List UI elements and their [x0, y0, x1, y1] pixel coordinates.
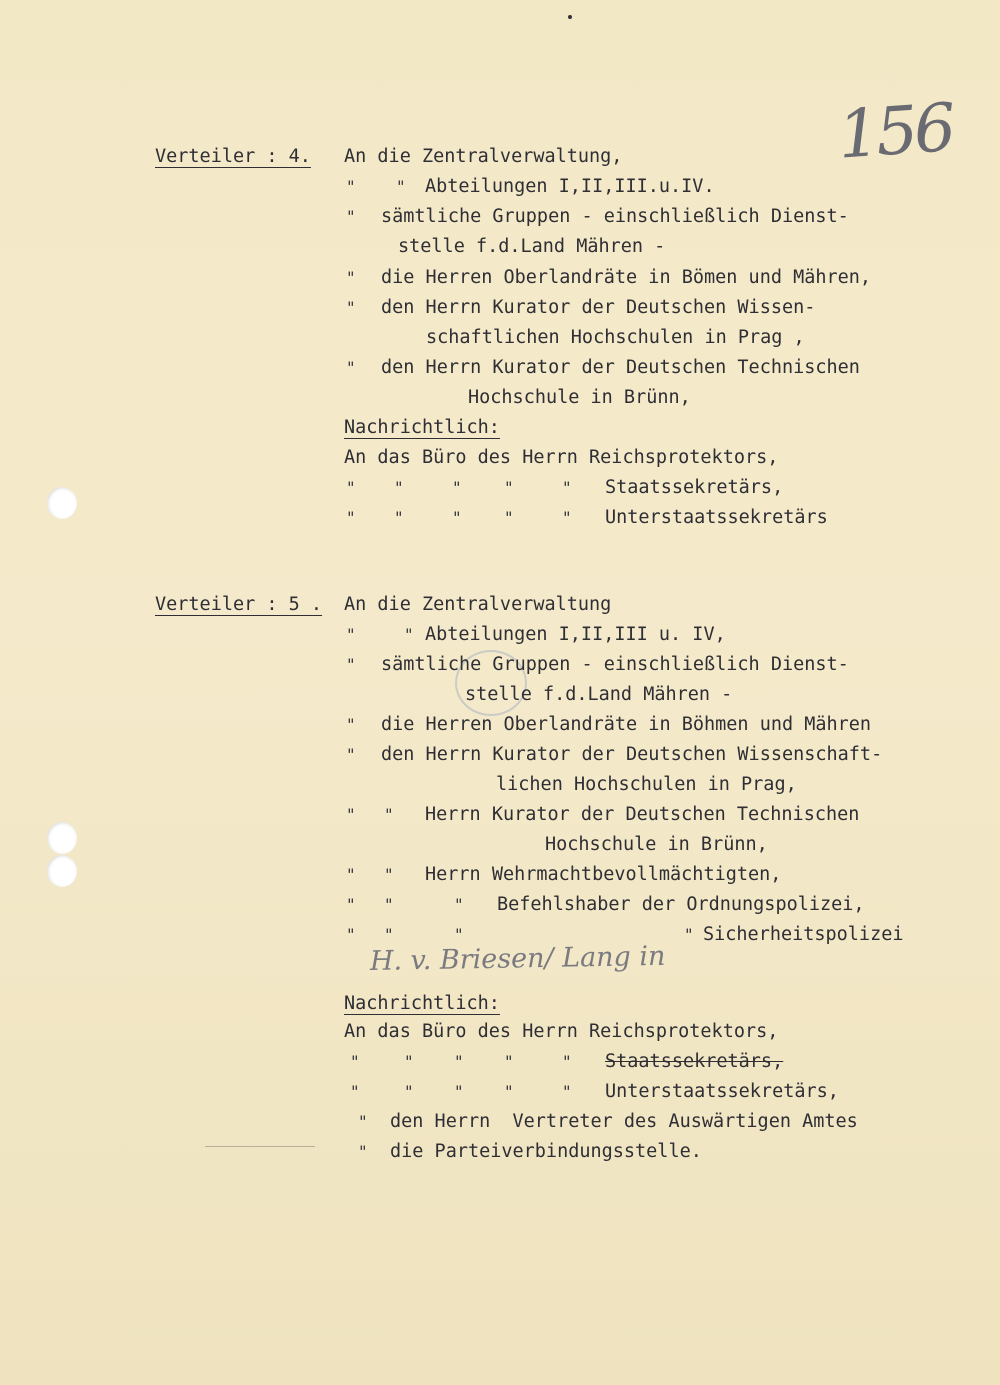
ditto-mark: " [454, 1082, 464, 1101]
distribution-line: lichen Hochschulen in Prag, [496, 774, 797, 795]
distribution-line: An die Zentralverwaltung [344, 594, 612, 615]
ditto-mark: " [346, 745, 356, 764]
punch-hole [47, 855, 77, 887]
ditto-mark: " [346, 177, 356, 196]
ditto-mark: " [346, 358, 356, 377]
distribution-line: An die Zentralverwaltung, [344, 146, 623, 167]
ditto-mark: " [452, 508, 462, 527]
ditto-mark: " [562, 1082, 572, 1101]
ditto-mark: " [504, 478, 514, 497]
nachrichtlich-label: Nachrichtlich: [344, 417, 500, 438]
ditto-mark: " [350, 1052, 360, 1071]
distribution-line: den Herrn Kurator der Deutschen Wissen- [381, 297, 816, 318]
distribution-line: die Herren Oberlandräte in Böhmen und Mähren [381, 714, 872, 735]
ditto-mark: " [384, 805, 394, 824]
distribution-line: sämtliche Gruppen - einschließlich Dienst- [381, 206, 849, 227]
ditto-mark: " [562, 508, 572, 527]
distribution-line: den Herrn Kurator der Deutschen Technischen [381, 357, 860, 378]
ditto-mark: " [452, 478, 462, 497]
nachrichtlich-line: Unterstaatssekretärs, [605, 1081, 839, 1102]
distribution-line: schaftlichen Hochschulen in Prag , [426, 327, 805, 348]
nachrichtlich-label: Nachrichtlich: [344, 993, 500, 1014]
ditto-mark: " [384, 895, 394, 914]
nachrichtlich-line: die Parteiverbindungsstelle. [390, 1141, 702, 1162]
ditto-mark: " [396, 177, 406, 196]
ditto-mark: " [504, 1082, 514, 1101]
distribution-line: Abteilungen I,II,III u. IV, [425, 624, 726, 645]
ditto-mark: " [404, 1082, 414, 1101]
ditto-mark: " [504, 508, 514, 527]
ditto-mark: " [346, 805, 356, 824]
ditto-mark: " [404, 625, 414, 644]
distribution-line: Herrn Wehrmachtbevollmächtigten, [425, 864, 782, 885]
distribution-line: Herrn Kurator der Deutschen Technischen [425, 804, 860, 825]
ditto-mark: " [346, 508, 356, 527]
ditto-mark: " [346, 268, 356, 287]
ditto-mark: " [562, 478, 572, 497]
nachrichtlich-line: An das Büro des Herrn Reichsprotektors, [344, 1021, 779, 1042]
ditto-mark: " [346, 655, 356, 674]
nachrichtlich-line: Unterstaatssekretärs [605, 507, 828, 528]
ditto-mark: " [454, 925, 464, 944]
ditto-mark: " [394, 478, 404, 497]
ditto-mark: " [684, 925, 694, 944]
ditto-mark: " [394, 508, 404, 527]
nachrichtlich-line: Staatssekretärs, [605, 1051, 784, 1072]
ditto-mark: " [358, 1142, 368, 1161]
ditto-mark: " [350, 1082, 360, 1101]
ditto-mark: " [346, 298, 356, 317]
ditto-mark: " [358, 1112, 368, 1131]
nachrichtlich-line: den Herrn Vertreter des Auswärtigen Amtes [390, 1111, 858, 1132]
ditto-mark: " [562, 1052, 572, 1071]
verteiler-5-label: Verteiler : 5 . [155, 594, 323, 615]
ditto-mark: " [454, 1052, 464, 1071]
ditto-mark: " [346, 925, 356, 944]
ditto-mark: " [384, 865, 394, 884]
ditto-mark: " [404, 1052, 414, 1071]
handwritten-note: H. v. Briesen/ Lang in [369, 940, 666, 978]
folio-number: 156 [835, 88, 955, 174]
distribution-line: stelle f.d.Land Mähren - [398, 236, 666, 257]
ditto-mark: " [346, 865, 356, 884]
distribution-line: Abteilungen I,II,III.u.IV. [425, 176, 715, 197]
distribution-line: stelle f.d.Land Mähren - [465, 684, 733, 705]
ditto-mark: " [504, 1052, 514, 1071]
ink-dot [568, 15, 572, 19]
distribution-line: Befehlshaber der Ordnungspolizei, [497, 894, 865, 915]
distribution-line: Hochschule in Brünn, [545, 834, 768, 855]
distribution-line: die Herren Oberlandräte in Bömen und Mähren, [381, 267, 872, 288]
nachrichtlich-line: Staatssekretärs, [605, 477, 784, 498]
ditto-mark: " [346, 478, 356, 497]
ditto-mark: " [346, 207, 356, 226]
nachrichtlich-line: An das Büro des Herrn Reichsprotektors, [344, 447, 779, 468]
punch-hole [47, 822, 77, 854]
ditto-mark: " [346, 895, 356, 914]
distribution-line: den Herrn Kurator der Deutschen Wissenschaft- [381, 744, 883, 765]
ditto-mark: " [346, 715, 356, 734]
pencil-mark [205, 1146, 315, 1147]
verteiler-4-label: Verteiler : 4. [155, 146, 311, 167]
ditto-mark: " [384, 925, 394, 944]
distribution-line: Hochschule in Brünn, [468, 387, 691, 408]
ditto-mark: " [346, 625, 356, 644]
punch-hole [47, 487, 77, 519]
distribution-line: sämtliche Gruppen - einschließlich Dienst- [381, 654, 849, 675]
distribution-line: Sicherheitspolizei [703, 924, 904, 945]
ditto-mark: " [454, 895, 464, 914]
